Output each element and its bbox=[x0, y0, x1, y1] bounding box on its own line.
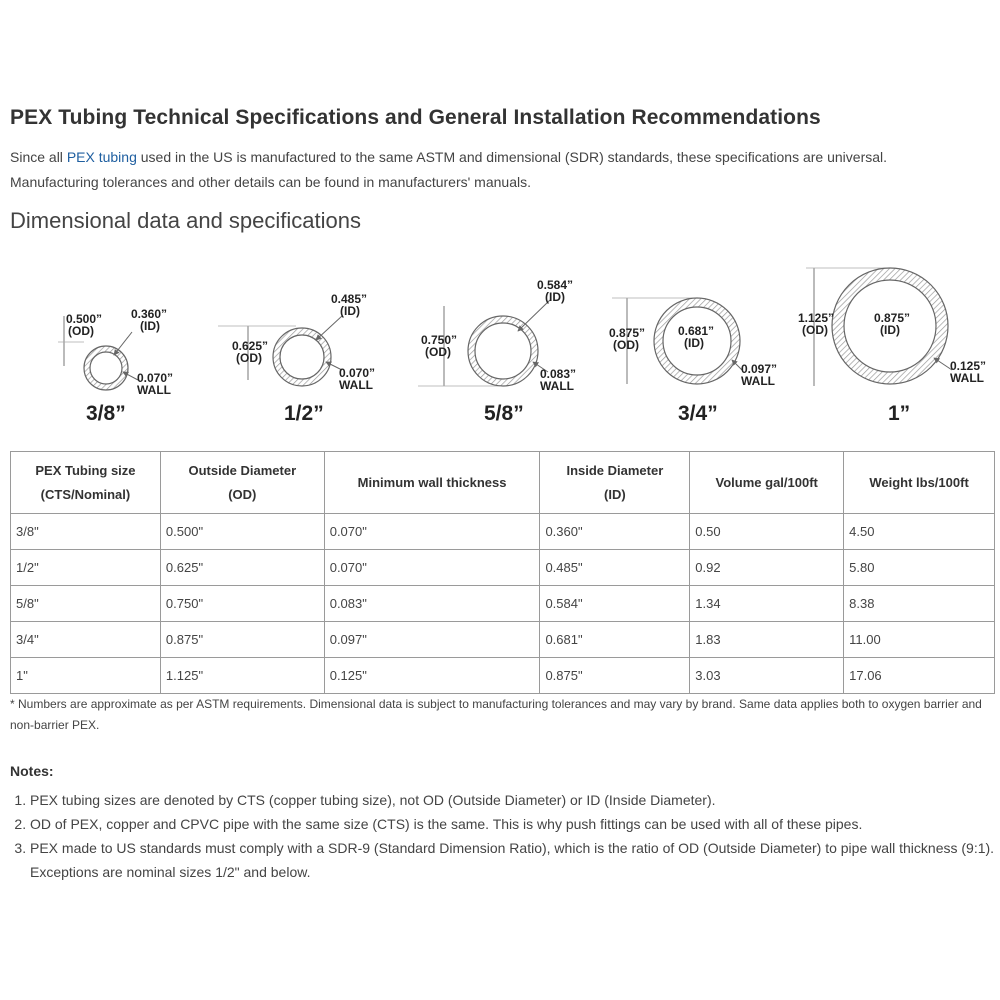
id-tag-label: (ID) bbox=[880, 323, 900, 337]
id-value-label: 0.485” bbox=[331, 292, 368, 306]
wall-value-label: 0.070” bbox=[137, 371, 174, 385]
table-cell: 3/8" bbox=[11, 514, 161, 550]
table-footnote: * Numbers are approximate as per ASTM requirements. Dimensional data is subject to manufacturing tolerances and may vary by brand. Same data applies both to oxygen barrier and non-barrier PEX. bbox=[10, 697, 982, 732]
pipe-1-diagram bbox=[798, 268, 986, 425]
od-tag-label: (OD) bbox=[425, 345, 451, 359]
id-leader-line bbox=[316, 316, 342, 340]
od-value-label: 0.625” bbox=[232, 339, 269, 353]
intro-text-end: used in the US is manufactured to the same ASTM and dimensional (SDR) standards, these specifications are universal. Manufacturing tolerances and other details can be found in manufacturers' manuals. bbox=[10, 149, 888, 190]
wall-value-label: 0.083” bbox=[540, 367, 577, 381]
table-row bbox=[11, 658, 995, 694]
id-value-label: 0.584” bbox=[537, 278, 574, 292]
id-leader-line bbox=[114, 332, 132, 355]
pipe-size-label: 3/4” bbox=[678, 402, 718, 425]
intro-paragraph bbox=[10, 145, 970, 195]
table-cell: 0.070" bbox=[324, 514, 540, 550]
pipe-1-2-diagram bbox=[218, 292, 375, 425]
table-row bbox=[11, 586, 995, 622]
table-cell: 1" bbox=[11, 658, 161, 694]
column-header-id: Inside Diameter (ID) bbox=[540, 452, 690, 514]
table-row bbox=[11, 622, 995, 658]
notes-list bbox=[10, 788, 1000, 884]
column-header-weight: Weight lbs/100ft bbox=[844, 452, 995, 514]
table-row bbox=[11, 550, 995, 586]
pipe-cross-section-diagram bbox=[0, 258, 1000, 430]
id-value-label: 0.681” bbox=[678, 324, 715, 338]
intro-text-start: Since all bbox=[10, 149, 67, 165]
table-cell: 1.34 bbox=[690, 586, 844, 622]
pipe-5-8-diagram bbox=[418, 278, 576, 425]
note-item: 1. PEX tubing sizes are denoted by CTS (copper tubing size), not OD (Outside Diameter) or ID (Inside Diameter). bbox=[30, 788, 1000, 812]
column-header-od: Outside Diameter (OD) bbox=[160, 452, 324, 514]
table-cell: 0.750" bbox=[160, 586, 324, 622]
wall-tag-label: WALL bbox=[137, 383, 171, 397]
id-tag-label: (ID) bbox=[545, 290, 565, 304]
pipe-size-label: 1” bbox=[888, 402, 911, 425]
table-cell: 0.681" bbox=[540, 622, 690, 658]
table-cell: 4.50 bbox=[844, 514, 995, 550]
od-tag-label: (OD) bbox=[613, 338, 639, 352]
id-tag-label: (ID) bbox=[684, 336, 704, 350]
table-cell: 0.070" bbox=[324, 550, 540, 586]
table-cell: 0.125" bbox=[324, 658, 540, 694]
column-header-volume: Volume gal/100ft bbox=[690, 452, 844, 514]
table-cell: 0.50 bbox=[690, 514, 844, 550]
note-item: 3. PEX made to US standards must comply with a SDR-9 (Standard Dimension Ratio), which is the ratio of OD (Outside Diameter) to pipe wall thickness (9:1). Exceptions are nominal sizes 1/2" and below. bbox=[30, 836, 1000, 884]
wall-value-label: 0.125” bbox=[950, 359, 987, 373]
table-cell: 0.485" bbox=[540, 550, 690, 586]
table-cell: 1/2" bbox=[11, 550, 161, 586]
od-value-label: 0.875” bbox=[609, 326, 646, 340]
id-value-label: 0.360” bbox=[131, 307, 168, 321]
column-header-wall: Minimum wall thickness bbox=[324, 452, 540, 514]
pipe-size-label: 3/8” bbox=[86, 402, 126, 425]
pipe-size-label: 5/8” bbox=[484, 402, 524, 425]
od-tag-label: (OD) bbox=[802, 323, 828, 337]
column-header-size: PEX Tubing size (CTS/Nominal) bbox=[11, 452, 161, 514]
note-item: 2. OD of PEX, copper and CPVC pipe with the same size (CTS) is the same. This is why push fittings can be used with all of these pipes. bbox=[30, 812, 1000, 836]
table-cell: 0.083" bbox=[324, 586, 540, 622]
wall-value-label: 0.097” bbox=[741, 362, 778, 376]
table-cell: 3.03 bbox=[690, 658, 844, 694]
pipe-3-4-diagram bbox=[609, 298, 777, 425]
id-leader-line bbox=[518, 300, 550, 331]
table-cell: 0.875" bbox=[540, 658, 690, 694]
table-cell: 0.92 bbox=[690, 550, 844, 586]
id-value-label: 0.875” bbox=[874, 311, 911, 325]
table-cell: 8.38 bbox=[844, 586, 995, 622]
table-cell: 5/8" bbox=[11, 586, 161, 622]
table-cell: 0.500" bbox=[160, 514, 324, 550]
pipe-size-label: 1/2” bbox=[284, 402, 324, 425]
wall-tag-label: WALL bbox=[540, 379, 574, 393]
pipe-inner-bore bbox=[90, 352, 122, 384]
table-cell: 5.80 bbox=[844, 550, 995, 586]
table-cell: 0.584" bbox=[540, 586, 690, 622]
wall-value-label: 0.070” bbox=[339, 366, 376, 380]
table-cell: 11.00 bbox=[844, 622, 995, 658]
table-header-row bbox=[11, 452, 995, 514]
id-tag-label: (ID) bbox=[140, 319, 160, 333]
section-heading: Dimensional data and specifications bbox=[10, 208, 361, 233]
notes-heading: Notes: bbox=[10, 763, 54, 779]
table-cell: 1.125" bbox=[160, 658, 324, 694]
table-cell: 1.83 bbox=[690, 622, 844, 658]
id-tag-label: (ID) bbox=[340, 304, 360, 318]
od-value-label: 1.125” bbox=[798, 311, 835, 325]
table-cell: 0.625" bbox=[160, 550, 324, 586]
wall-tag-label: WALL bbox=[950, 371, 984, 385]
pipe-3-8-diagram bbox=[58, 307, 173, 425]
page-title: PEX Tubing Technical Specifications and General Installation Recommendations bbox=[10, 106, 821, 129]
table-cell: 0.875" bbox=[160, 622, 324, 658]
pipe-inner-bore bbox=[280, 335, 324, 379]
pex-tubing-link[interactable]: PEX tubing bbox=[66, 149, 137, 165]
od-tag-label: (OD) bbox=[236, 351, 262, 365]
od-tag-label: (OD) bbox=[68, 324, 94, 338]
table-row bbox=[11, 514, 995, 550]
wall-tag-label: WALL bbox=[339, 378, 373, 392]
table-cell: 3/4" bbox=[11, 622, 161, 658]
od-value-label: 0.500” bbox=[66, 312, 103, 326]
table-cell: 17.06 bbox=[844, 658, 995, 694]
wall-tag-label: WALL bbox=[741, 374, 775, 388]
pipe-inner-bore bbox=[475, 323, 531, 379]
table-cell: 0.097" bbox=[324, 622, 540, 658]
specifications-table bbox=[10, 451, 995, 694]
od-value-label: 0.750” bbox=[421, 333, 458, 347]
table-cell: 0.360" bbox=[540, 514, 690, 550]
